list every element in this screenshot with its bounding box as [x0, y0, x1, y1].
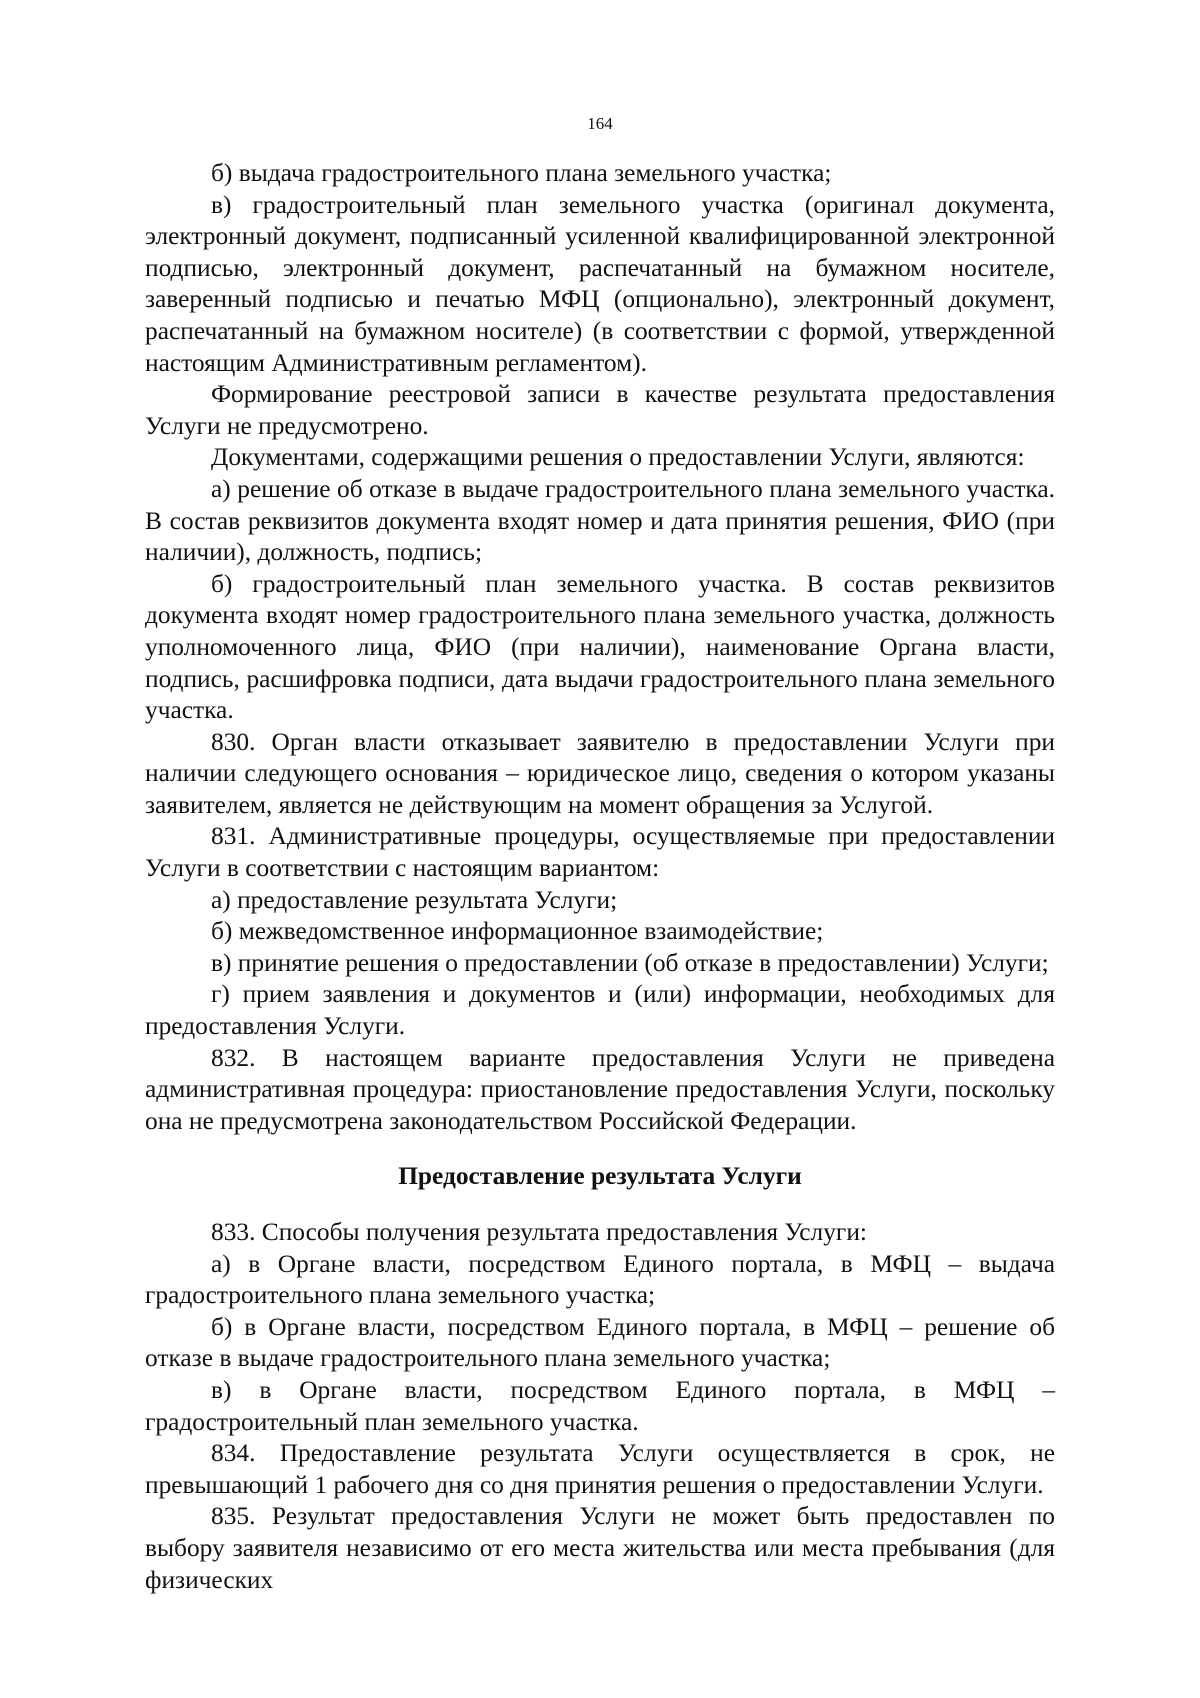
paragraph: б) в Органе власти, посредством Единого портала, в МФЦ – решение об отказе в выдаче градостроительного плана земельного участка; — [145, 1312, 1055, 1373]
page-number: 164 — [587, 114, 613, 133]
paragraph: а) решение об отказе в выдаче градостроительного плана земельного участка. В состав реквизитов документа входят номер и дата принятия решения, ФИО (при наличии), должность, подпись; — [145, 474, 1055, 567]
paragraph: г) прием заявления и документов и (или) информации, необходимых для предоставления Услуги. — [145, 980, 1055, 1041]
section-heading: Предоставление результата Услуги — [398, 1162, 802, 1191]
paragraph: Документами, содержащими решения о предоставлении Услуги, являются: — [211, 443, 1025, 472]
paragraph: 835. Результат предоставления Услуги не может быть предоставлен по выбору заявителя независимо от его места жительства или места пребывания (для физических — [145, 1502, 1055, 1594]
paragraph: 833. Способы получения результата предоставления Услуги: — [211, 1218, 867, 1246]
paragraph: в) принятие решения о предоставлении (об отказе в предоставлении) Услуги; — [211, 948, 1049, 977]
paragraph: 832. В настоящем варианте предоставления Услуги не приведена административная процедура: приостановление предоставления Услуги, поскольку она не предусмотрена законодательством Российской Федерации. — [145, 1043, 1055, 1135]
paragraph: 830. Орган власти отказывает заявителю в предоставлении Услуги при наличии следующего основания – юридическое лицо, сведения о котором указаны заявителем, является не действующим на момент обращения за Услугой. — [145, 727, 1055, 819]
paragraph: 831. Административные процедуры, осуществляемые при предоставлении Услуги в соответствии с настоящим вариантом: — [145, 822, 1055, 883]
paragraph: 834. Предоставление результата Услуги осуществляется в срок, не превышающий 1 рабочего дня со дня принятия решения о предоставлении Услуги. — [145, 1439, 1055, 1499]
paragraph: в) градостроительный план земельного участка (оригинал документа, электронный документ, подписанный усиленной квалифицированной электронной подписью, электронный документ, распечатанный на бумажном носителе, заверенный подписью и печатью МФЦ (опционально), электронный документ, распечатанный на бумажном носителе) (в соответствии с формой, утвержденной настоящим Административным регламентом). — [145, 190, 1055, 377]
document-body — [145, 158, 1055, 1596]
paragraph: б) градостроительный план земельного участка. В состав реквизитов документа входят номер градостроительного плана земельного участка, должность уполномоченного лица, ФИО (при наличии), наименование Органа власти, подпись, расшифровка подписи, дата выдачи градостроительного плана земельного участка. — [145, 569, 1055, 725]
paragraph: а) предоставление результата Услуги; — [211, 885, 618, 914]
paragraph: Формирование реестровой записи в качестве результата предоставления Услуги не предусмотрено. — [145, 380, 1055, 440]
paragraph: а) в Органе власти, посредством Единого портала, в МФЦ – выдача градостроительного плана земельного участка; — [145, 1249, 1055, 1310]
paragraph: в) в Органе власти, посредством Единого портала, в МФЦ – градостроительный план земельного участка. — [145, 1375, 1055, 1436]
paragraph: б) межведомственное информационное взаимодействие; — [211, 917, 824, 946]
paragraph: б) выдача градостроительного плана земельного участка; — [211, 159, 832, 187]
